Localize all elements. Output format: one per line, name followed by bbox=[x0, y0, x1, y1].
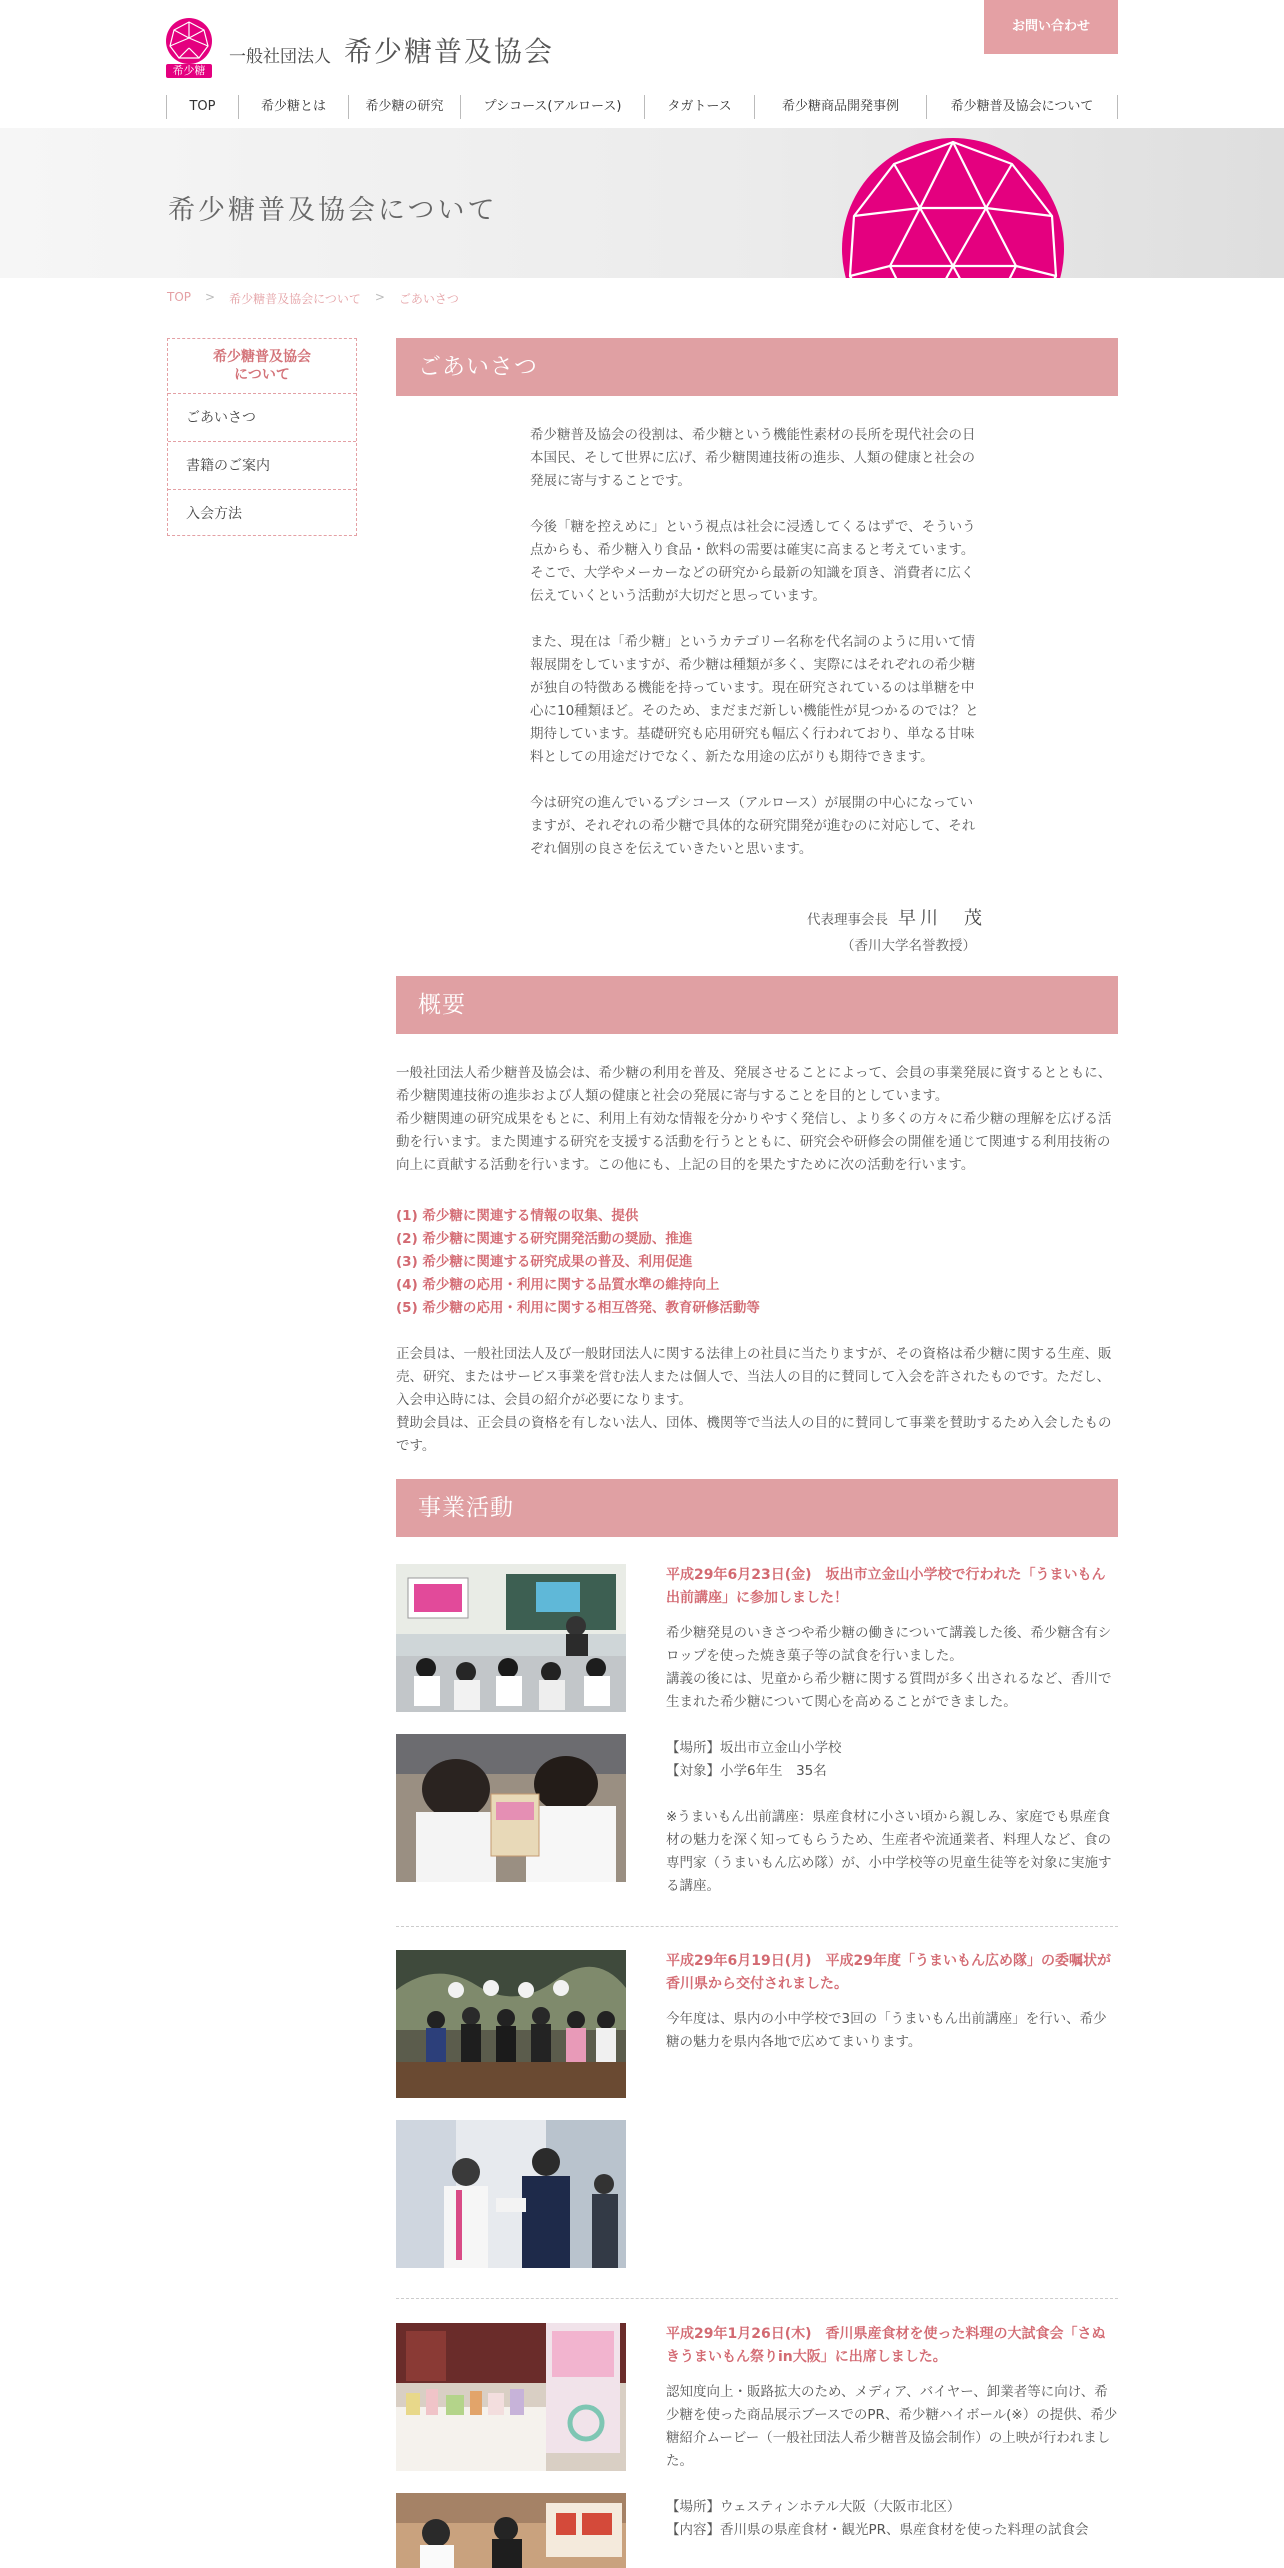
activity-title[interactable]: 平成29年6月19日(月) 平成29年度「うまいもん広め隊」の委嘱状が香川県から交付されました。 bbox=[666, 1953, 1111, 1992]
nav-item-about-rare-sugar[interactable]: 希少糖とは bbox=[238, 95, 348, 119]
site-header bbox=[0, 0, 1284, 128]
activity-place: 【場所】坂出市立金山小学校 bbox=[666, 1740, 842, 1756]
purpose-item: (5) 希少糖の応用・利用に関する相互啓発、教育研修活動等 bbox=[396, 1300, 760, 1316]
page-title: 希少糖普及協会について bbox=[168, 195, 498, 226]
contact-button[interactable]: お問い合わせ bbox=[984, 0, 1118, 54]
breadcrumb-association[interactable]: 希少糖普及協会について bbox=[229, 292, 361, 306]
overview-paragraph: 希少糖関連の研究成果をもとに、利用上有効な情報を分かりやすく発信し、より多くの方々に希少糖の理解を広げる活動を行います。また関連する研究を支援する活動を行うとともに、研究会や研修会の開催を通じて関連する利用技術の向上に貢献する活動を行います。この他にも、上記の目的を果たすために次の活動を行います。 bbox=[396, 1111, 1112, 1173]
activity-photo-students[interactable] bbox=[396, 1734, 626, 1882]
org-name[interactable]: 希少糖普及協会 bbox=[344, 35, 555, 68]
breadcrumb-separator: > bbox=[374, 290, 385, 304]
breadcrumb bbox=[167, 290, 459, 307]
breadcrumb-top[interactable]: TOP bbox=[167, 290, 192, 304]
activity-paragraph: 講義の後には、児童から希少糖に関する質問が多く出されるなど、香川で生まれた希少糖について関心を高めることができました。 bbox=[666, 1671, 1112, 1710]
overview-heading: 概要 bbox=[396, 976, 1118, 1034]
side-nav-item-books[interactable]: 書籍のご案内 bbox=[168, 442, 356, 490]
nav-item-product-cases[interactable]: 希少糖商品開発事例 bbox=[754, 95, 926, 119]
activity-text bbox=[666, 1622, 1118, 1898]
signature-name: 早川 茂 bbox=[898, 908, 986, 929]
page-banner bbox=[0, 128, 1284, 278]
activity-photo-event[interactable] bbox=[396, 2493, 626, 2568]
activity-target: 【対象】小学6年生 35名 bbox=[666, 1763, 827, 1779]
signature-affiliation: （香川大学名誉教授） bbox=[841, 938, 976, 954]
side-nav-item-greeting[interactable]: ごあいさつ bbox=[168, 394, 356, 442]
logo-gem-icon[interactable] bbox=[166, 18, 212, 64]
side-nav-title-line2: について bbox=[234, 367, 290, 383]
members-body bbox=[396, 1343, 1118, 1458]
activity-photo-handover[interactable] bbox=[396, 2120, 626, 2268]
activities-heading: 事業活動 bbox=[396, 1479, 1118, 1537]
activity-title[interactable]: 平成29年6月23日(金) 坂出市立金山小学校で行われた「うまいもん出前講座」に参加しました！ bbox=[666, 1567, 1106, 1606]
purpose-item: (3) 希少糖に関連する研究成果の普及、利用促進 bbox=[396, 1254, 693, 1270]
activity-text bbox=[666, 2381, 1118, 2542]
activity-paragraph: 希少糖発見のいきさつや希少糖の働きについて講義した後、希少糖含有シロップを使った焼き菓子等の試食を行いました。 bbox=[666, 1625, 1112, 1664]
global-nav bbox=[166, 95, 1118, 119]
overview-paragraph: 一般社団法人希少糖普及協会は、希少糖の利用を普及、発展させることによって、会員の事業発展に資するとともに、希少糖関連技術の進歩および人類の健康と社会の発展に寄与することを目的としています。 bbox=[396, 1065, 1112, 1104]
activity-divider bbox=[396, 1926, 1118, 1927]
side-nav-title-line1: 希少糖普及協会 bbox=[213, 349, 311, 365]
logo-caption[interactable]: 希少糖 bbox=[166, 64, 212, 78]
activity-note: ※うまいもん出前講座：県産食材に小さい頃から親しみ、家庭でも県産食材の魅力を深く知ってもらうため、生産者や流通業者、料理人など、食の専門家（うまいもん広め隊）が、小中学校等の児童生徒等を対象に実施する講座。 bbox=[666, 1809, 1112, 1894]
greeting-paragraph: 希少糖普及協会の役割は、希少糖という機能性素材の長所を現代社会の日本国民、そして世界に広げ、希少糖関連技術の進歩、人類の健康と社会の発展に寄与することです。 bbox=[530, 427, 976, 489]
purpose-item: (4) 希少糖の応用・利用に関する品質水準の維持向上 bbox=[396, 1277, 720, 1293]
activity-content: 【内容】香川県の県産食材・観光PR、県産食材を使った料理の試食会 bbox=[666, 2522, 1089, 2538]
greeting-heading: ごあいさつ bbox=[396, 338, 1118, 396]
purpose-item: (2) 希少糖に関連する研究開発活動の奨励、推進 bbox=[396, 1231, 693, 1247]
activity-photo-classroom[interactable] bbox=[396, 1564, 626, 1712]
members-paragraph: 正会員は、一般社団法人及び一般財団法人に関する法律上の社員に当たりますが、その資格は希少糖に関する生産、販売、研究、またはサービス事業を営む法人または個人で、当法人の目的に賛同して入会を許されたものです。ただし、入会申込時には、会員の紹介が必要になります。 bbox=[396, 1346, 1112, 1408]
gem-icon bbox=[840, 136, 1066, 278]
activity-item bbox=[396, 1564, 1118, 1904]
members-paragraph: 賛助会員は、正会員の資格を有しない法人、団体、機関等で当法人の目的に賛同して事業を賛助するため入会したものです。 bbox=[396, 1415, 1112, 1454]
breadcrumb-separator: > bbox=[205, 290, 216, 304]
activity-divider bbox=[396, 2298, 1118, 2299]
activity-photo-booth[interactable] bbox=[396, 2323, 626, 2471]
activity-item bbox=[396, 1950, 1118, 2270]
side-nav bbox=[167, 338, 357, 536]
nav-item-association[interactable]: 希少糖普及協会について bbox=[926, 95, 1118, 119]
purpose-item: (1) 希少糖に関連する情報の収集、提供 bbox=[396, 1208, 639, 1224]
signature-role: 代表理事会長 bbox=[807, 912, 888, 928]
purpose-list bbox=[396, 1205, 1118, 1320]
activity-title[interactable]: 平成29年1月26日(木) 香川県産食材を使った料理の大試食会「さぬきうまいもん祭りin大阪」に出席しました。 bbox=[666, 2326, 1106, 2365]
greeting-paragraph: 今後「糖を控えめに」という視点は社会に浸透してくるはずで、そういう点からも、希少糖入り食品・飲料の需要は確実に高まると考えています。そこで、大学やメーカーなどの研究から最新の知識を頂き、消費者に広く伝えていくという活動が大切だと思っています。 bbox=[530, 519, 976, 604]
side-nav-item-membership[interactable]: 入会方法 bbox=[186, 506, 242, 522]
greeting-body bbox=[530, 424, 986, 884]
signature bbox=[530, 904, 986, 954]
activity-paragraph: 認知度向上・販路拡大のため、メディア、バイヤー、卸業者等に向け、希少糖を使った商品展示ブースでのPR、希少糖ハイボール(※）の提供、希少糖紹介ムービー（一般社団法人希少糖普及協会制作）の上映が行われました。 bbox=[666, 2384, 1118, 2469]
activity-place: 【場所】ウェスティンホテル大阪（大阪市北区） bbox=[666, 2499, 961, 2515]
nav-item-psicose[interactable]: プシコース(アルロース) bbox=[460, 95, 644, 119]
nav-item-top[interactable]: TOP bbox=[166, 95, 238, 119]
overview-body bbox=[396, 1062, 1118, 1177]
nav-item-research[interactable]: 希少糖の研究 bbox=[348, 95, 460, 119]
greeting-paragraph: 今は研究の進んでいるプシコース（アルロース）が展開の中心になっていますが、それぞれの希少糖で具体的な研究開発が進むのに対応して、それぞれ個別の良さを伝えていきたいと思います。 bbox=[530, 795, 976, 857]
activity-text: 今年度は、県内の小中学校で3回の「うまいもん出前講座」を行い、希少糖の魅力を県内各地で広めてまいります。 bbox=[666, 2011, 1107, 2050]
activity-photo-group[interactable] bbox=[396, 1950, 626, 2098]
activity-item bbox=[396, 2323, 1118, 2568]
org-type: 一般社団法人 bbox=[229, 47, 331, 67]
side-nav-title[interactable] bbox=[168, 339, 356, 394]
nav-item-tagatose[interactable]: タガトース bbox=[644, 95, 754, 119]
breadcrumb-current: ごあいさつ bbox=[398, 292, 459, 306]
greeting-paragraph: また、現在は「希少糖」というカテゴリー名称を代名詞のように用いて情報展開をしていますが、希少糖は種類が多く、実際にはそれぞれの希少糖が独自の特徴ある機能を持っています。現在研究されているのは単糖を中心に10種類ほど。そのため、まだまだ新しい機能性が見つかるのでは？と期待しています。基礎研究も応用研究も幅広く行われており、単なる甘味料としての用途だけでなく、新たな用途の広がりも期待できます。 bbox=[530, 634, 979, 765]
